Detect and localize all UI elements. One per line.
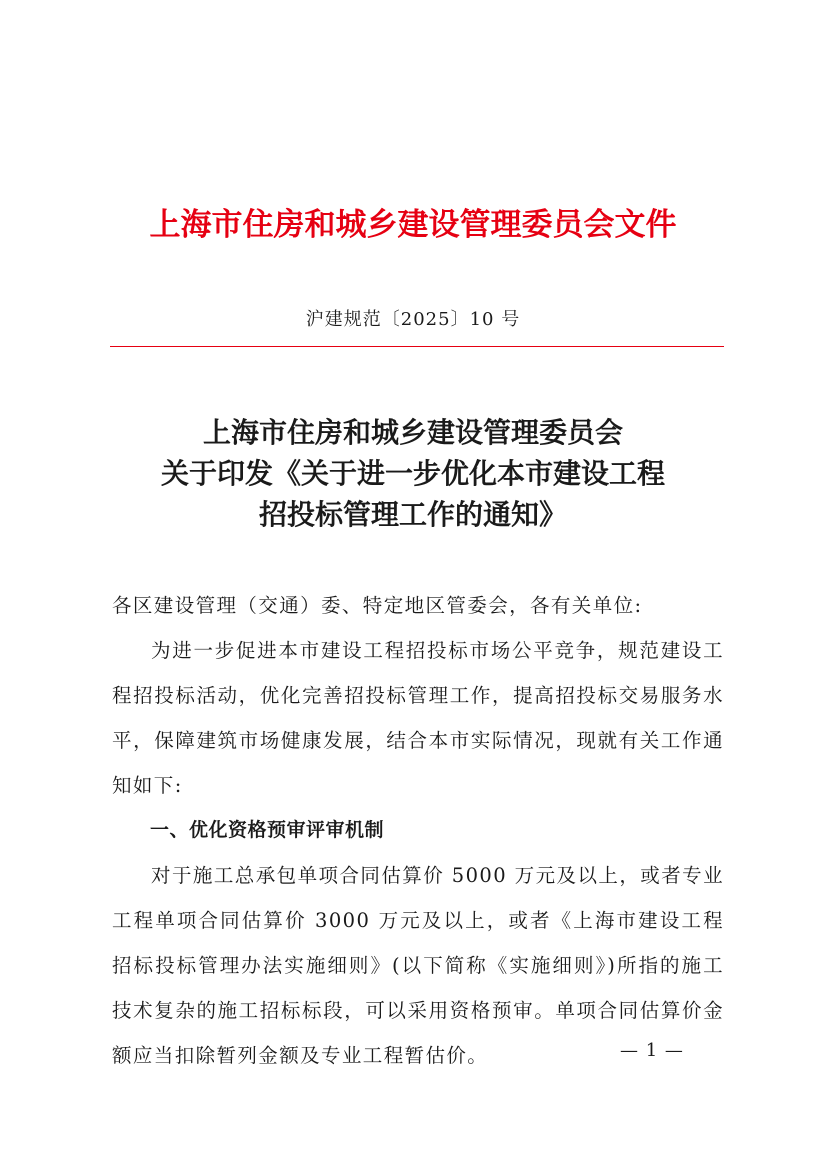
title-line: 关于印发《关于进一步优化本市建设工程 (160, 457, 665, 490)
intro-paragraph: 为进一步促进本市建设工程招投标市场公平竞争，规范建设工程招投标活动，优化完善招投标管理工作，提高招投标交易服务水平，保障建筑市场健康发展，结合本市实际情况，现就有关工作通知如下: (112, 639, 724, 797)
title-line: 上海市住房和城乡建设管理委员会 (202, 416, 623, 449)
section-heading: 一、优化资格预审评审机制 (150, 819, 385, 841)
document-number: 沪建规范〔2025〕10 号 (305, 309, 521, 330)
title-line: 招投标管理工作的通知》 (258, 498, 567, 531)
document-body (112, 583, 724, 1078)
masthead-title: 上海市住房和城乡建设管理委员会文件 (149, 207, 677, 243)
red-divider-line (110, 346, 724, 347)
document-title (0, 412, 826, 535)
section-paragraph: 对于施工总承包单项合同估算价 5000 万元及以上，或者专业工程单项合同估算价 3000 万元及以上，或者《上海市建设工程招标投标管理办法实施细则》(以下简称《实施细则》)所指的施工技术复杂的施工招标标段，可以采用资格预审。单项合同估算价金额应当扣除暂列金额及专业工程暂估价。 (112, 864, 724, 1067)
addressee: 各区建设管理（交通）委、特定地区管委会，各有关单位: (112, 594, 643, 617)
page-number: — 1 — (620, 1040, 684, 1061)
